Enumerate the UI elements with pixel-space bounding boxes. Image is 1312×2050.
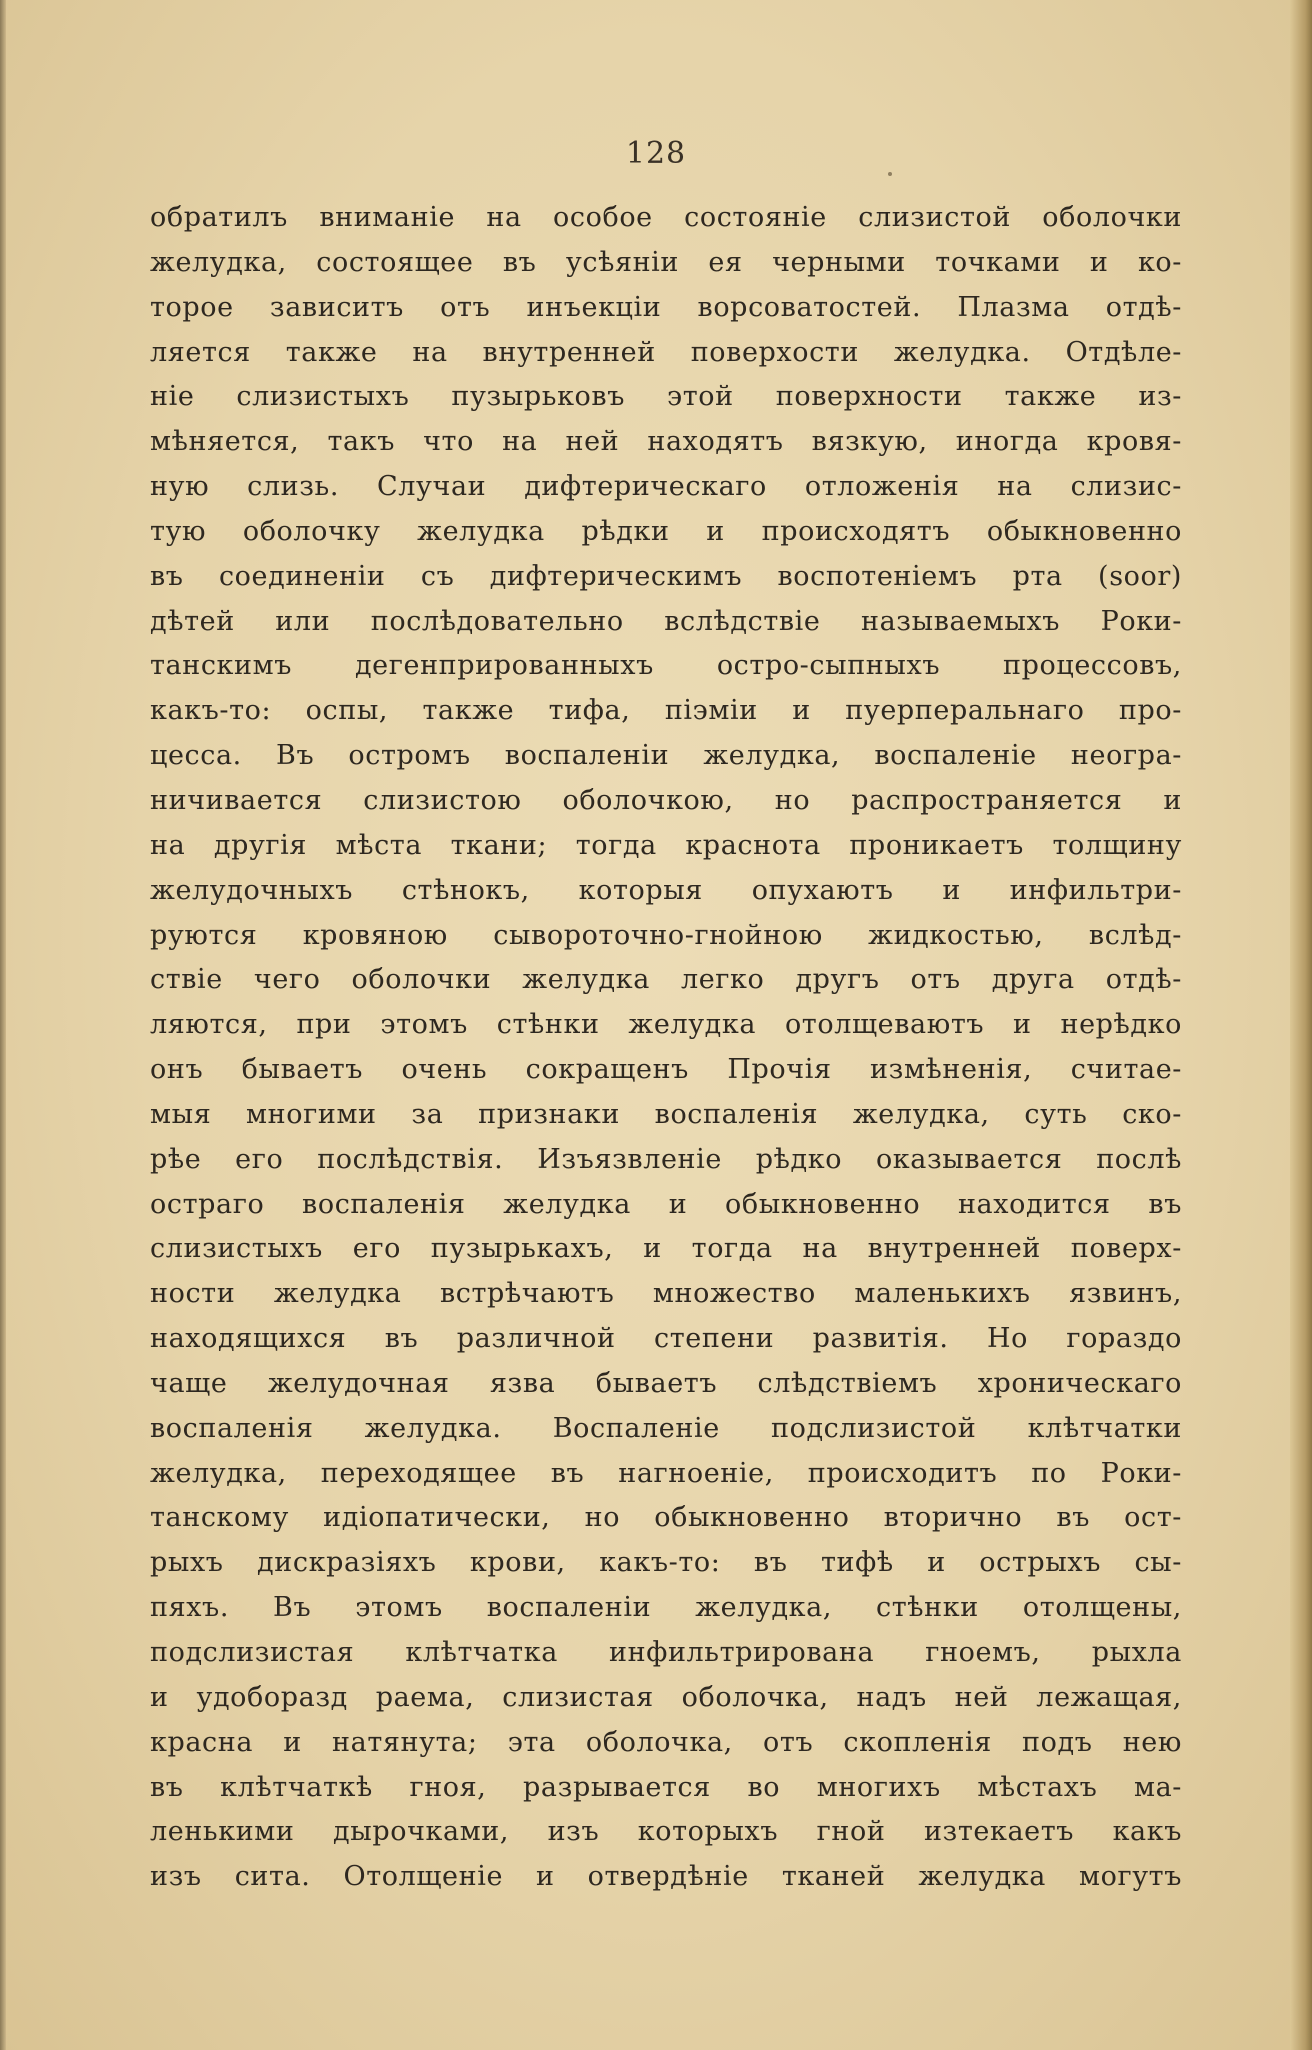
text-line: ничивается слизистою оболочкою, но распространяется и	[150, 784, 1182, 816]
text-line: танскому идіопатически, но обыкновенно вторично въ ост-	[150, 1502, 1182, 1534]
text-line: желудочныхъ стѣнокъ, которыя опухаютъ и инфильтри-	[150, 874, 1182, 906]
text-line: пяхъ. Въ этомъ воспаленіи желудка, стѣнки отолщены,	[150, 1592, 1182, 1624]
text-line: тую оболочку желудка рѣдки и происходятъ обыкновенно	[150, 515, 1182, 547]
page-left-edge	[0, 0, 6, 2050]
page-right-edge	[1290, 0, 1312, 2050]
text-line: воспаленія желудка. Воспаленіе подслизистой клѣтчатки	[150, 1412, 1182, 1444]
text-line: желудка, переходящее въ нагноеніе, происходитъ по Роки-	[150, 1457, 1182, 1489]
page-number: 128	[625, 136, 687, 171]
text-line: цесса. Въ остромъ воспаленіи желудка, воспаленіе неогра-	[150, 740, 1182, 772]
text-line: ляется также на внутренней поверхости желудка. Отдѣле-	[150, 336, 1182, 368]
text-line: руются кровяною сывороточно-гнойною жидкостью, вслѣд-	[150, 919, 1182, 951]
text-line: танскимъ дегенпрированныхъ остро-сыпныхъ процессовъ,	[150, 650, 1182, 682]
text-line: подслизистая клѣтчатка инфильтрирована гноемъ, рыхла	[150, 1637, 1182, 1668]
text-line: ленькими дырочками, изъ которыхъ гной изтекаетъ какъ	[150, 1816, 1182, 1848]
text-line: ную слизь. Случаи дифтерическаго отложенія на слизис-	[150, 471, 1182, 503]
text-line: ляются, при этомъ стѣнки желудка отолщеваютъ и нерѣдко	[150, 1009, 1182, 1041]
text-line: въ клѣтчаткѣ гноя, разрывается во многихъ мѣстахъ ма-	[150, 1771, 1182, 1803]
body-text	[150, 196, 1182, 1900]
text-line: какъ-то: оспы, также тифа, піэміи и пуерперальнаго про-	[150, 695, 1182, 727]
text-line: дѣтей или послѣдовательно вслѣдствіе называемыхъ Роки-	[150, 605, 1182, 637]
text-line: рыхъ дискразіяхъ крови, какъ-то: въ тифѣ и острыхъ сы-	[150, 1547, 1182, 1579]
text-line: желудка, состоящее въ усѣяніи ея черными точками и ко-	[150, 246, 1182, 278]
text-line: рѣе его послѣдствія. Изъязвленіе рѣдко оказывается послѣ	[150, 1143, 1182, 1175]
text-line: чаще желудочная язва бываетъ слѣдствіемъ хроническаго	[150, 1367, 1182, 1399]
text-line: мыя многими за признаки воспаленія желудка, суть ско-	[150, 1098, 1182, 1130]
text-line: слизистыхъ его пузырькахъ, и тогда на внутренней поверх-	[150, 1233, 1182, 1265]
text-line: на другія мѣста ткани; тогда краснота проникаетъ толщину	[150, 829, 1182, 861]
text-line: въ соединеніи съ дифтерическимъ воспотеніемъ рта (soor)	[150, 560, 1182, 592]
text-line: ствіе чего оболочки желудка легко другъ отъ друга отдѣ-	[150, 964, 1182, 996]
text-line: остраго воспаленія желудка и обыкновенно находится въ	[150, 1188, 1182, 1220]
text-line: ніе слизистыхъ пузырьковъ этой поверхности также из-	[150, 381, 1182, 413]
text-line: изъ сита. Отолщеніе и отвердѣніе тканей желудка могутъ	[150, 1861, 1182, 1893]
text-line: находящихся въ различной степени развитія. Но гораздо	[150, 1323, 1182, 1355]
ink-speck	[888, 172, 892, 176]
text-line: обратилъ вниманіе на особое состояніе слизистой оболочки	[150, 202, 1182, 233]
text-line: красна и натянута; эта оболочка, отъ скопленія подъ нею	[150, 1726, 1182, 1758]
text-line: ности желудка встрѣчаютъ множество маленькихъ язвинъ,	[150, 1278, 1182, 1310]
text-line: онъ бываетъ очень сокращенъ Прочія измѣненія, считае-	[150, 1054, 1182, 1086]
text-line: мѣняется, такъ что на ней находятъ вязкую, иногда кровя-	[150, 426, 1182, 458]
text-line: торое зависитъ отъ инъекціи ворсоватостей. Плазма отдѣ-	[150, 291, 1182, 323]
text-line: и удоборазд раема, слизистая оболочка, надъ ней лежащая,	[150, 1681, 1182, 1713]
